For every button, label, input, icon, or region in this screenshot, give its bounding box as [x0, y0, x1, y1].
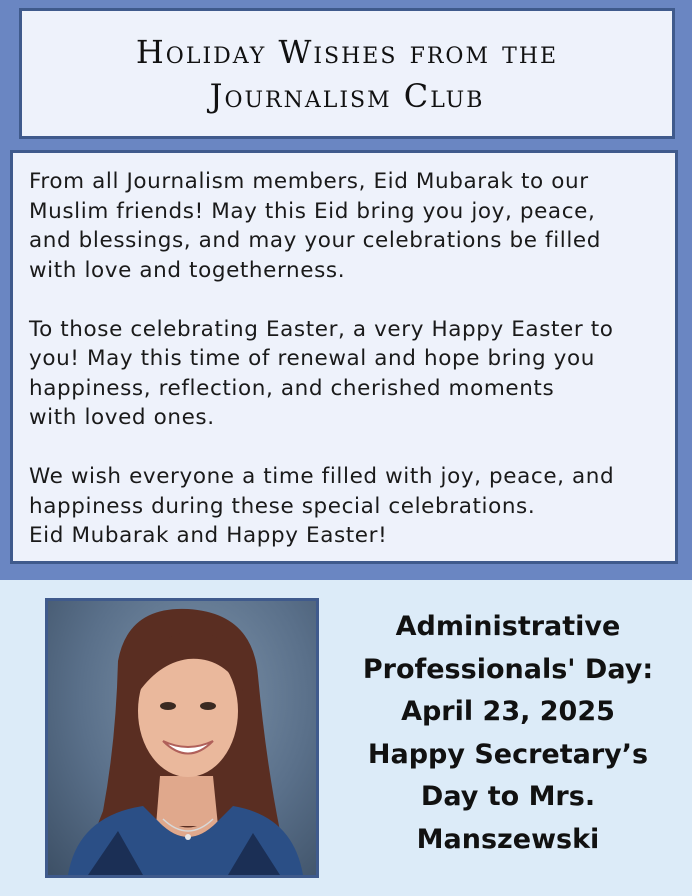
text-line: To those celebrating Easter, a very Happy Easter to	[29, 316, 614, 342]
text-line: you! May this time of renewal and hope bring you	[29, 346, 595, 371]
title-box	[19, 8, 675, 139]
portrait-photo	[45, 598, 319, 878]
announce-line: Day to Mrs.	[420, 781, 596, 812]
announce-line: Administrative	[395, 611, 621, 642]
portrait-illustration	[48, 601, 316, 875]
closing-paragraph	[29, 462, 663, 551]
message-box	[10, 150, 678, 564]
eid-paragraph	[29, 167, 663, 285]
text-line: happiness, reflection, and cherished moments	[29, 375, 555, 401]
page-title	[67, 30, 627, 118]
text-line: with love and togetherness.	[29, 257, 346, 283]
title-line-1: Holiday Wishes from the	[135, 32, 559, 71]
title-line-2: Journalism Club	[209, 76, 485, 115]
text-line: with loved ones.	[29, 405, 215, 430]
text-line: Eid Mubarak and Happy Easter!	[29, 523, 388, 548]
announce-line: Manszewski	[416, 823, 600, 855]
easter-paragraph	[29, 315, 663, 433]
announce-line: Professionals' Day:	[362, 653, 654, 685]
admin-professionals-announcement	[345, 606, 671, 861]
text-line: happiness during these special celebrations.	[29, 493, 536, 519]
text-line: From all Journalism members, Eid Mubarak to our	[29, 169, 589, 194]
announce-line: Happy Secretary’s	[367, 738, 649, 770]
text-line: We wish everyone a time filled with joy, peace, and	[29, 464, 615, 489]
announce-line: April 23, 2025	[401, 696, 615, 727]
text-line: and blessings, and may your celebrations be filled	[29, 228, 601, 253]
text-line: Muslim friends! May this Eid bring you joy, peace,	[29, 198, 596, 224]
